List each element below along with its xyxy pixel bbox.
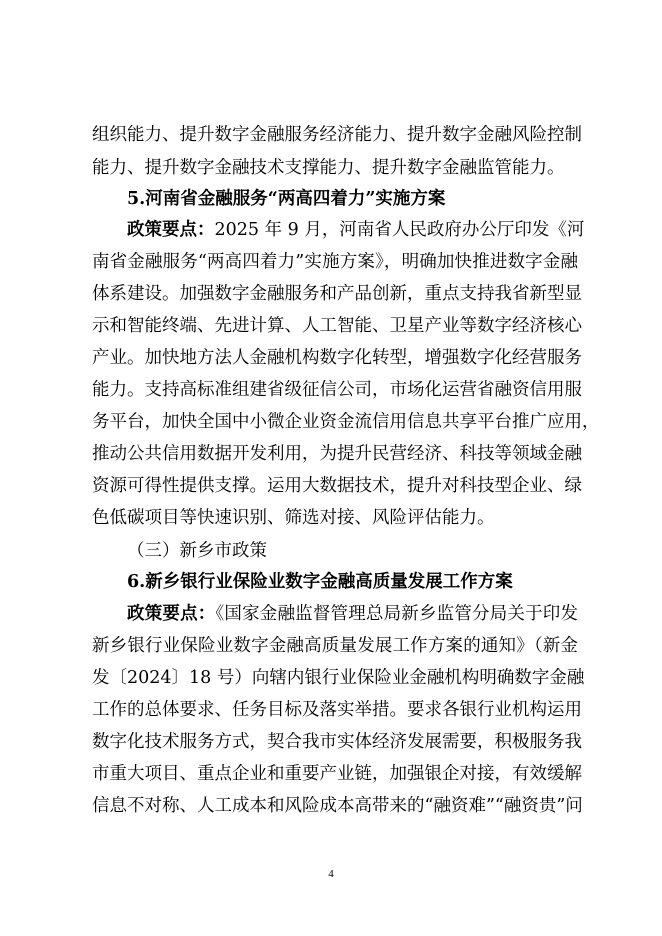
text-line: 推动公共信用数据开发利用，为提升民营经济、科技等领域金融: [92, 444, 582, 464]
text-line: 体系建设。加强数字金融服务和产品创新，重点支持我省新型显: [92, 284, 582, 304]
text-span: 2025 年 9 月，河南省人民政府办公厅印发《河: [214, 220, 585, 240]
text-line: 产业。加快地方法人金融机构数字化转型，增强数字化经营服务: [92, 348, 582, 368]
policy-paragraph-first-line: [127, 219, 585, 241]
text-line: 色低碳项目等快速识别、筛选对接、风险评估能力。: [92, 508, 495, 528]
policy-paragraph-first-line: [127, 603, 578, 625]
section-heading-5: 5.河南省金融服务“两高四着力”实施方案: [127, 189, 446, 209]
page-number: 4: [328, 868, 334, 880]
text-line: 能力、提升数字金融技术支撑能力、提升数字金融监管能力。: [92, 158, 565, 178]
text-line: 市重大项目、重点企业和重要产业链，加强银企对接，有效缓解: [92, 764, 582, 784]
text-line: 务平台，加快全国中小微企业资金流信用信息共享平台推广应用，: [92, 412, 600, 432]
text-line: 新乡银行业保险业数字金融高质量发展工作方案的通知》（新金: [92, 636, 578, 656]
text-line: 示和智能终端、先进计算、人工智能、卫星产业等数字经济核心: [92, 316, 582, 336]
text-line: 信息不对称、人工成本和风险成本高带来的“融资难”“融资贵”问: [92, 796, 583, 816]
policy-label: 政策要点：: [127, 220, 215, 240]
subsection-heading: （三）新乡市政策: [127, 541, 267, 561]
section-heading-6: 6.新乡银行业保险业数字金融高质量发展工作方案: [127, 572, 513, 592]
text-line: 数字化技术服务方式，契合我市实体经济发展需要，积极服务我: [92, 732, 582, 752]
policy-label: 政策要点：: [127, 604, 216, 624]
text-line: 能力。支持高标准组建省级征信公司，市场化运营省融资信用服: [92, 380, 582, 400]
text-line: 南省金融服务“两高四着力”实施方案》，明确加快推进数字金融: [92, 252, 578, 272]
text-line: 组织能力、提升数字金融服务经济能力、提升数字金融风险控制: [92, 125, 582, 145]
text-span: 《国家金融监督管理总局新乡监管分局关于印发: [215, 604, 579, 624]
text-line: 资源可得性提供支撑。运用大数据技术，提升对科技型企业、绿: [92, 476, 582, 496]
text-line: 发〔2024〕18 号）向辖内银行业保险业金融机构明确数字金融: [92, 668, 585, 688]
text-line: 工作的总体要求、任务目标及落实举措。要求各银行业机构运用: [92, 700, 582, 720]
